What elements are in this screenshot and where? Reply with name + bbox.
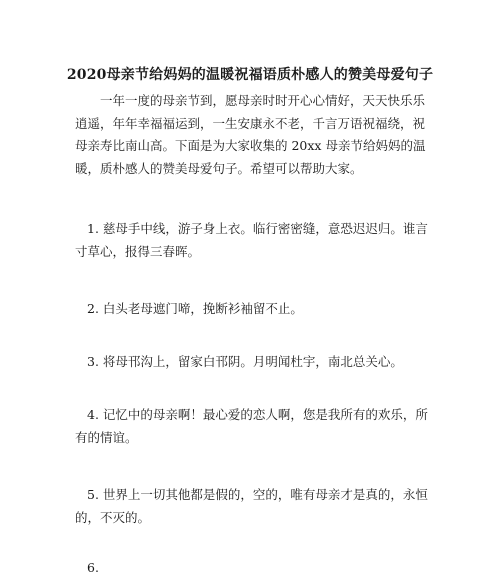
list-item: 4. 记忆中的母亲啊！最心爱的恋人啊，您是我所有的欢乐，所有的情谊。	[75, 407, 428, 445]
intro-paragraph: 一年一度的母亲节到，愿母亲时时开心心情好，天天快乐乐逍遥，年年幸福福运到，一生安康永不老，千言万语祝福绕，祝母亲寿比南山高。下面是为大家收集的 20xx 母亲节给妈妈的温暖，质朴感人的赞美母爱句子。希望可以帮助大家。	[75, 93, 426, 176]
list-item: 5. 世界上一切其他都是假的，空的，唯有母亲才是真的，永恒的，不灭的。	[75, 487, 428, 525]
list-item: 6.	[87, 560, 99, 575]
list-item: 2. 白头老母遮门啼，挽断衫袖留不止。	[87, 301, 303, 316]
document-title: 2020母亲节给妈妈的温暖祝福语质朴感人的赞美母爱句子	[66, 67, 434, 83]
list-item: 1. 慈母手中线，游子身上衣。临行密密缝，意恐迟迟归。谁言寸草心，报得三春晖。	[75, 221, 428, 259]
list-item: 3. 将母邗沟上，留家白邗阴。月明闻杜宇，南北总关心。	[87, 354, 403, 369]
